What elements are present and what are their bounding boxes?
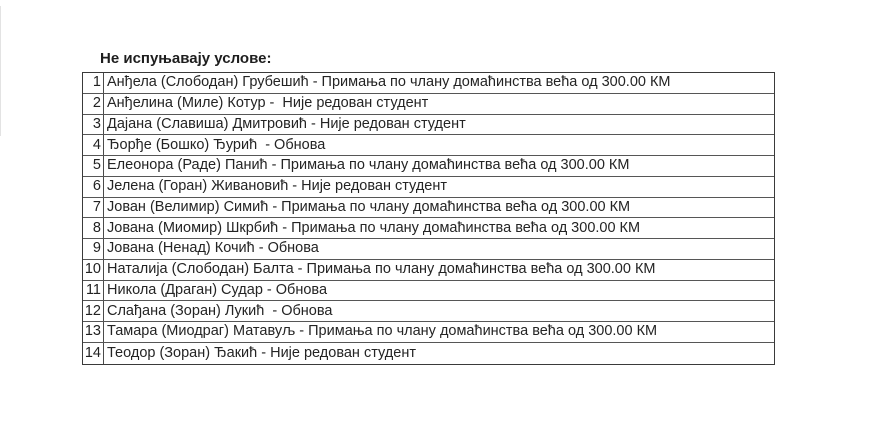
row-number: 1 bbox=[83, 73, 104, 93]
row-number: 7 bbox=[83, 198, 104, 218]
row-text: Анђелина (Миле) Котур - Није редован студент bbox=[107, 95, 429, 112]
table-row bbox=[83, 94, 774, 115]
page-title: Не испуњавају услове: bbox=[100, 50, 272, 67]
table-row bbox=[83, 177, 774, 198]
table-row bbox=[83, 156, 774, 177]
scan-edge-artifact bbox=[0, 6, 1, 136]
row-text: Ђорђе (Бошко) Ђурић - Обнова bbox=[107, 136, 326, 153]
row-text: Никола (Драган) Судар - Обнова bbox=[107, 281, 328, 298]
table-row bbox=[83, 135, 774, 156]
row-number: 11 bbox=[83, 281, 104, 301]
row-text: Теодор (Зоран) Ђакић - Није редован студент bbox=[107, 344, 416, 361]
table-row bbox=[83, 301, 774, 322]
table-row bbox=[83, 260, 774, 281]
row-number: 2 bbox=[83, 94, 104, 114]
row-text: Елеонора (Раде) Панић - Примања по члану домаћинства већа од 300.00 КМ bbox=[107, 157, 630, 174]
table-row bbox=[83, 239, 774, 260]
row-number: 14 bbox=[83, 343, 104, 364]
table-row bbox=[83, 115, 774, 136]
row-text: Наталија (Слободан) Балта - Примања по члану домаћинства већа од 300.00 КМ bbox=[107, 261, 656, 278]
students-table bbox=[82, 72, 775, 365]
row-number: 10 bbox=[83, 260, 104, 280]
row-number: 3 bbox=[83, 115, 104, 135]
row-number: 12 bbox=[83, 301, 104, 321]
row-text: Јелена (Горан) Живановић - Није редован студент bbox=[107, 178, 447, 195]
row-text: Дајана (Славиша) Дмитровић - Није редован студент bbox=[107, 115, 466, 132]
table-row bbox=[83, 322, 774, 343]
table-row bbox=[83, 281, 774, 302]
row-text: Слађана (Зоран) Лукић - Обнова bbox=[107, 302, 333, 319]
row-text: Јован (Велимир) Симић - Примања по члану домаћинства већа од 300.00 КМ bbox=[107, 198, 631, 215]
table-row bbox=[83, 73, 774, 94]
row-number: 13 bbox=[83, 322, 104, 342]
table-row bbox=[83, 218, 774, 239]
row-number: 6 bbox=[83, 177, 104, 197]
row-text: Анђела (Слободан) Грубешић - Примања по члану домаћинства већа од 300.00 КМ bbox=[107, 74, 671, 91]
table-row bbox=[83, 198, 774, 219]
row-number: 8 bbox=[83, 218, 104, 238]
row-number: 9 bbox=[83, 239, 104, 259]
row-number: 5 bbox=[83, 156, 104, 176]
row-text: Јована (Ненад) Кочић - Обнова bbox=[107, 240, 319, 257]
row-text: Јована (Миомир) Шкрбић - Примања по члану домаћинства већа од 300.00 КМ bbox=[107, 219, 641, 236]
row-number: 4 bbox=[83, 135, 104, 155]
row-text: Тамара (Миодраг) Матавуљ - Примања по члану домаћинства већа од 300.00 КМ bbox=[107, 323, 658, 340]
table-row bbox=[83, 343, 774, 364]
